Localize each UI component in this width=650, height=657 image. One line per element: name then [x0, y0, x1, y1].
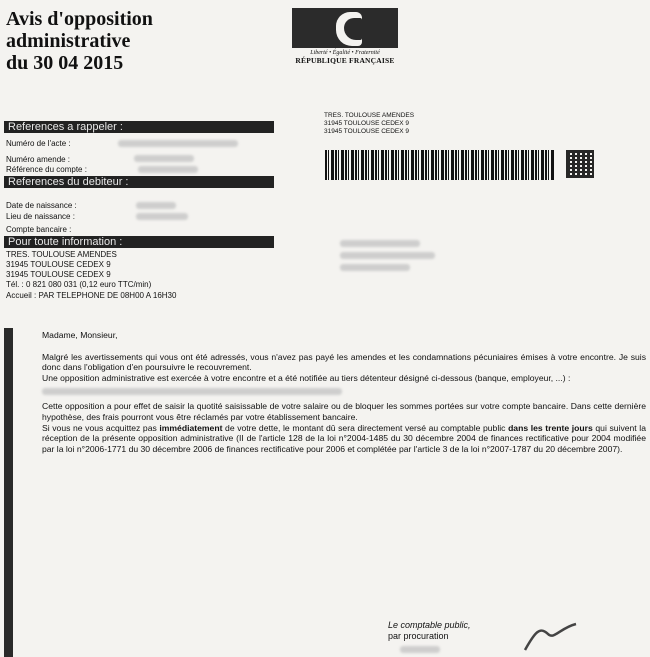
info-line-3: 31945 TOULOUSE CEDEX 9	[6, 270, 111, 279]
title-line-3: du 30 04 2015	[6, 52, 124, 74]
letter-body	[42, 330, 646, 454]
redacted-signatory	[400, 646, 440, 653]
redacted-acte	[118, 140, 238, 147]
signature-scribble-icon	[520, 622, 580, 652]
debiteur-heading: References du debiteur :	[4, 176, 274, 188]
redacted-lieu	[136, 213, 188, 220]
p4-emphasis-trente-jours: dans les trente jours	[508, 422, 593, 433]
title-line-2: administrative	[6, 30, 131, 52]
references-heading: References a rappeler :	[4, 121, 274, 133]
paragraph-1: Malgré les avertissements qui vous ont été adressés, vous n'avez pas payé les amendes et les condamnations pécuniaires émises à votre encontre. Je suis donc dans l'obligation d'en poursuivre le recouvrement.	[42, 351, 646, 373]
republique-logo	[292, 8, 398, 65]
signature-line-2: par procuration	[388, 631, 449, 641]
redacted-recipient-1	[340, 240, 420, 247]
redacted-third-party	[42, 388, 342, 395]
deb-label-date: Date de naissance :	[6, 201, 77, 210]
redacted-recipient-2	[340, 252, 435, 259]
information-heading: Pour toute information :	[4, 236, 274, 248]
info-line-2: 31945 TOULOUSE CEDEX 9	[6, 260, 111, 269]
p4-text-e: qui suivent la réception de la présente opposition administrative (II de l'article 128 de la loi n°2004-1485 du 30 décembre 2004 de finances rectificative pour 2004 modifiée par la loi n°2006-1771 du 30 décembre 2006 de finances rectificative pour 2006 et complétée par l'article 3 de la loi n°2007-1787 du 20 décembre 2007).	[42, 422, 646, 454]
deb-label-compte: Compte bancaire :	[6, 225, 72, 234]
redacted-compte	[138, 166, 198, 173]
logo-motto: Liberté • Égalité • Fraternité	[310, 50, 380, 56]
redacted-recipient-3	[340, 264, 410, 271]
title-line-1: Avis d'opposition	[6, 8, 153, 30]
document-title	[6, 8, 153, 74]
p4-text-c: de votre dette, le montant dû sera directement versé au comptable public	[222, 422, 509, 433]
redacted-date	[136, 202, 176, 209]
paragraph-2: Une opposition administrative est exercée à votre encontre et a été notifiée au tiers détenteur désigné ci-dessous (banque, employeur, ...) :	[42, 372, 571, 383]
p4-text-a: Si vous ne vous acquittez pas	[42, 422, 160, 433]
info-line-1: TRES. TOULOUSE AMENDES	[6, 250, 117, 259]
sender-line-1: TRES. TOULOUSE AMENDES	[324, 112, 415, 119]
info-phone: Tél. : 0 821 080 031 (0,12 euro TTC/min)	[6, 280, 152, 289]
paragraph-3: Cette opposition a pour effet de saisir la quotité saisissable de votre salaire ou de bloquer les sommes portées sur votre compte bancaire. Dans cette dernière hypothèse, des frais pourront vous être réclamés par votre établissement bancaire.	[42, 401, 646, 422]
barcode-icon	[325, 150, 555, 180]
signature-line-1: Le comptable public,	[388, 620, 471, 630]
sender-line-3: 31945 TOULOUSE CEDEX 9	[324, 128, 410, 135]
sender-line-2: 31945 TOULOUSE CEDEX 9	[324, 120, 410, 127]
datamatrix-icon	[566, 150, 594, 178]
redacted-amende	[134, 155, 194, 162]
ref-label-compte: Référence du compte :	[6, 165, 87, 174]
salutation: Madame, Monsieur,	[42, 330, 118, 340]
p4-emphasis-immediatement: immédiatement	[159, 422, 223, 433]
logo-name: RÉPUBLIQUE FRANÇAISE	[295, 56, 395, 65]
margin-band	[4, 328, 13, 657]
paragraph-4	[42, 423, 646, 455]
ref-label-amende: Numéro amende :	[6, 155, 71, 164]
info-accueil: Accueil : PAR TELEPHONE DE 08H00 A 16H30	[6, 291, 177, 300]
deb-label-lieu: Lieu de naissance :	[6, 212, 75, 221]
ref-label-acte: Numéro de l'acte :	[6, 139, 71, 148]
marianne-icon	[292, 8, 398, 48]
